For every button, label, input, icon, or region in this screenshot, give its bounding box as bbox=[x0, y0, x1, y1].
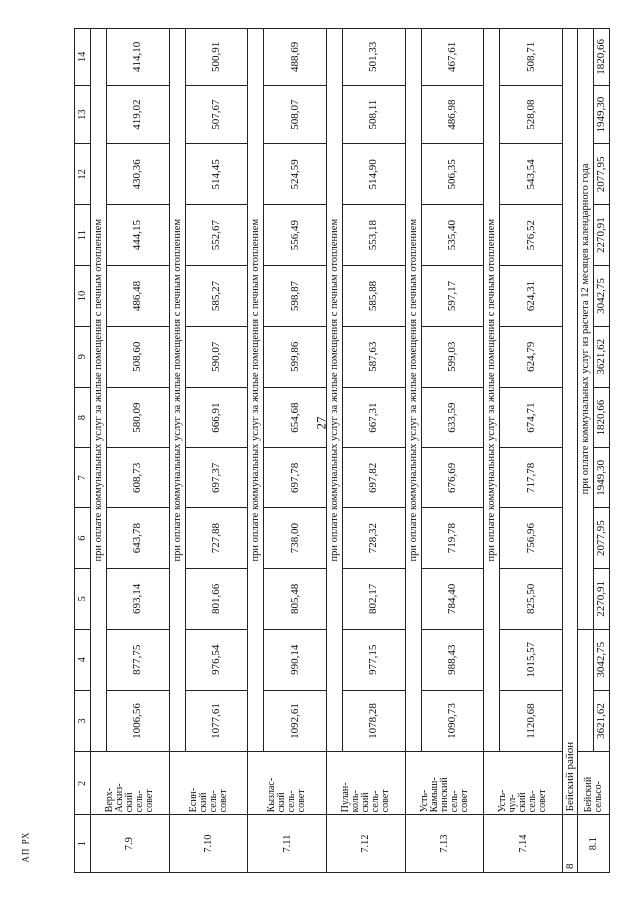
column-header: 11 bbox=[75, 205, 91, 266]
value-cell: 2077,95 bbox=[594, 508, 610, 569]
value-cell: 1078,28 bbox=[343, 690, 406, 752]
value-cell: 784,40 bbox=[421, 569, 484, 630]
value-cell: 3621,62 bbox=[594, 690, 610, 752]
value-cell: 556,49 bbox=[264, 205, 327, 266]
value-cell: 727,88 bbox=[185, 508, 248, 569]
row-number: 8.1 bbox=[578, 815, 610, 873]
value-cell: 756,96 bbox=[500, 508, 563, 569]
value-cell: 553,18 bbox=[343, 205, 406, 266]
value-cell: 976,54 bbox=[185, 629, 248, 690]
value-cell: 1949,30 bbox=[594, 85, 610, 144]
value-cell: 801,66 bbox=[185, 569, 248, 630]
value-cell: 419,02 bbox=[106, 85, 169, 144]
heating-band-row bbox=[90, 29, 106, 873]
row-number: 7.14 bbox=[484, 815, 563, 873]
tariff-row bbox=[594, 29, 610, 873]
district-name: Бейский район bbox=[563, 29, 578, 815]
column-header: 6 bbox=[75, 508, 91, 569]
value-cell: 719,78 bbox=[421, 508, 484, 569]
footer-mark: АП РХ bbox=[20, 831, 31, 863]
row-number: 7.10 bbox=[169, 815, 248, 873]
value-cell: 597,17 bbox=[421, 266, 484, 327]
value-cell: 728,32 bbox=[343, 508, 406, 569]
value-cell: 486,98 bbox=[421, 85, 484, 144]
value-cell: 805,48 bbox=[264, 569, 327, 630]
value-cell: 693,14 bbox=[106, 569, 169, 630]
value-cell: 514,45 bbox=[185, 144, 248, 205]
band-caption: при оплате коммунальных услуг за жилые помещения с печным отоплением bbox=[327, 29, 343, 752]
heating-band-row bbox=[248, 29, 264, 873]
tariff-row bbox=[500, 29, 563, 873]
value-cell: 697,82 bbox=[343, 448, 406, 508]
value-cell: 990,14 bbox=[264, 629, 327, 690]
column-header: 3 bbox=[75, 690, 91, 752]
value-cell: 524,59 bbox=[264, 144, 327, 205]
value-cell: 608,73 bbox=[106, 448, 169, 508]
heating-band-row bbox=[327, 29, 343, 873]
value-cell: 667,31 bbox=[343, 387, 406, 448]
column-header: 1 bbox=[75, 815, 91, 873]
settlement-name: Кызлас- ский сель- совет bbox=[248, 752, 327, 815]
value-cell: 2077,95 bbox=[594, 144, 610, 205]
value-cell: 3042,75 bbox=[594, 629, 610, 690]
value-cell: 666,91 bbox=[185, 387, 248, 448]
value-cell: 508,71 bbox=[500, 29, 563, 86]
row-number: 7.9 bbox=[90, 815, 169, 873]
value-cell: 580,09 bbox=[106, 387, 169, 448]
value-cell: 528,08 bbox=[500, 85, 563, 144]
column-header: 13 bbox=[75, 85, 91, 144]
value-cell: 1006,56 bbox=[106, 690, 169, 752]
heating-band-row bbox=[405, 29, 421, 873]
column-header: 2 bbox=[75, 752, 91, 815]
band-caption: при оплате коммунальных услуг за жилые помещения с печным отоплением bbox=[90, 29, 106, 752]
value-cell: 2270,91 bbox=[594, 569, 610, 630]
value-cell: 1092,61 bbox=[264, 690, 327, 752]
column-header: 10 bbox=[75, 266, 91, 327]
value-cell: 414,10 bbox=[106, 29, 169, 86]
value-cell: 599,03 bbox=[421, 326, 484, 387]
value-cell: 1820,66 bbox=[594, 29, 610, 86]
value-cell: 3042,75 bbox=[594, 266, 610, 327]
value-cell: 977,15 bbox=[343, 629, 406, 690]
value-cell: 1820,66 bbox=[594, 387, 610, 448]
value-cell: 508,60 bbox=[106, 326, 169, 387]
rotated-table-page bbox=[74, 28, 610, 873]
value-cell: 587,63 bbox=[343, 326, 406, 387]
value-cell: 1077,61 bbox=[185, 690, 248, 752]
value-cell: 643,78 bbox=[106, 508, 169, 569]
heating-band-row bbox=[169, 29, 185, 873]
value-cell: 988,43 bbox=[421, 629, 484, 690]
settlement-name: Усть- чул- ский сель- совет bbox=[484, 752, 563, 815]
value-cell: 585,88 bbox=[343, 266, 406, 327]
value-cell: 654,68 bbox=[264, 387, 327, 448]
band-caption: при оплате коммунальных услуг из расчета 12 месяцев календарного года bbox=[578, 29, 594, 630]
column-header: 5 bbox=[75, 569, 91, 630]
value-cell: 1120,68 bbox=[500, 690, 563, 752]
column-header: 12 bbox=[75, 144, 91, 205]
value-cell: 535,40 bbox=[421, 205, 484, 266]
annual-band-row bbox=[578, 29, 594, 873]
column-header: 14 bbox=[75, 29, 91, 86]
district-number: 8 bbox=[563, 815, 578, 873]
column-header: 4 bbox=[75, 629, 91, 690]
row-number: 7.13 bbox=[405, 815, 484, 873]
value-cell: 552,67 bbox=[185, 205, 248, 266]
tariff-row bbox=[185, 29, 248, 873]
band-caption: при оплате коммунальных услуг за жилые помещения с печным отоплением bbox=[169, 29, 185, 752]
district-row bbox=[563, 29, 578, 873]
value-cell: 1015,57 bbox=[500, 629, 563, 690]
settlement-name: Бейский сельсо- bbox=[578, 752, 610, 815]
value-cell: 697,78 bbox=[264, 448, 327, 508]
value-cell: 598,87 bbox=[264, 266, 327, 327]
tariff-table bbox=[74, 28, 610, 873]
value-cell: 444,15 bbox=[106, 205, 169, 266]
value-cell: 500,91 bbox=[185, 29, 248, 86]
value-cell: 802,17 bbox=[343, 569, 406, 630]
value-cell: 717,78 bbox=[500, 448, 563, 508]
tariff-row bbox=[264, 29, 327, 873]
value-cell: 738,00 bbox=[264, 508, 327, 569]
page-number: 27 bbox=[313, 416, 329, 430]
value-cell: 514,90 bbox=[343, 144, 406, 205]
value-cell: 501,33 bbox=[343, 29, 406, 86]
value-cell: 467,61 bbox=[421, 29, 484, 86]
value-cell: 486,48 bbox=[106, 266, 169, 327]
value-cell: 633,59 bbox=[421, 387, 484, 448]
column-header-row bbox=[75, 29, 91, 873]
value-cell: 508,11 bbox=[343, 85, 406, 144]
settlement-name: Усть- Камыш- тинский сель- совет bbox=[405, 752, 484, 815]
value-cell: 674,71 bbox=[500, 387, 563, 448]
value-cell: 676,69 bbox=[421, 448, 484, 508]
settlement-name: Есин- ский сель- совет bbox=[169, 752, 248, 815]
heating-band-row bbox=[484, 29, 500, 873]
value-cell: 488,69 bbox=[264, 29, 327, 86]
tariff-row bbox=[106, 29, 169, 873]
value-cell: 507,67 bbox=[185, 85, 248, 144]
value-cell: 585,27 bbox=[185, 266, 248, 327]
value-cell: 624,79 bbox=[500, 326, 563, 387]
value-cell: 590,07 bbox=[185, 326, 248, 387]
tariff-row bbox=[343, 29, 406, 873]
value-cell: 2270,91 bbox=[594, 205, 610, 266]
value-cell: 624,31 bbox=[500, 266, 563, 327]
row-number: 7.11 bbox=[248, 815, 327, 873]
value-cell: 599,86 bbox=[264, 326, 327, 387]
row-number: 7.12 bbox=[327, 815, 406, 873]
settlement-name: Пулан- коль- ский сель- совет bbox=[327, 752, 406, 815]
value-cell: 508,07 bbox=[264, 85, 327, 144]
value-cell: 430,36 bbox=[106, 144, 169, 205]
value-cell: 1949,30 bbox=[594, 448, 610, 508]
band-caption: при оплате коммунальных услуг за жилые помещения с печным отоплением bbox=[484, 29, 500, 752]
value-cell: 543,54 bbox=[500, 144, 563, 205]
value-cell: 877,75 bbox=[106, 629, 169, 690]
value-cell: 1090,73 bbox=[421, 690, 484, 752]
value-cell: 506,35 bbox=[421, 144, 484, 205]
value-cell: 697,37 bbox=[185, 448, 248, 508]
value-cell: 825,50 bbox=[500, 569, 563, 630]
column-header: 8 bbox=[75, 387, 91, 448]
value-cell: 3621,62 bbox=[594, 326, 610, 387]
settlement-name: Верх- Аскиз- ский сель- совет bbox=[90, 752, 169, 815]
value-cell: 576,52 bbox=[500, 205, 563, 266]
band-spacer bbox=[578, 629, 594, 752]
column-header: 7 bbox=[75, 448, 91, 508]
column-header: 9 bbox=[75, 326, 91, 387]
band-caption: при оплате коммунальных услуг за жилые помещения с печным отоплением bbox=[405, 29, 421, 752]
tariff-row bbox=[421, 29, 484, 873]
band-caption: при оплате коммунальных услуг за жилые помещения с печным отоплением bbox=[248, 29, 264, 752]
